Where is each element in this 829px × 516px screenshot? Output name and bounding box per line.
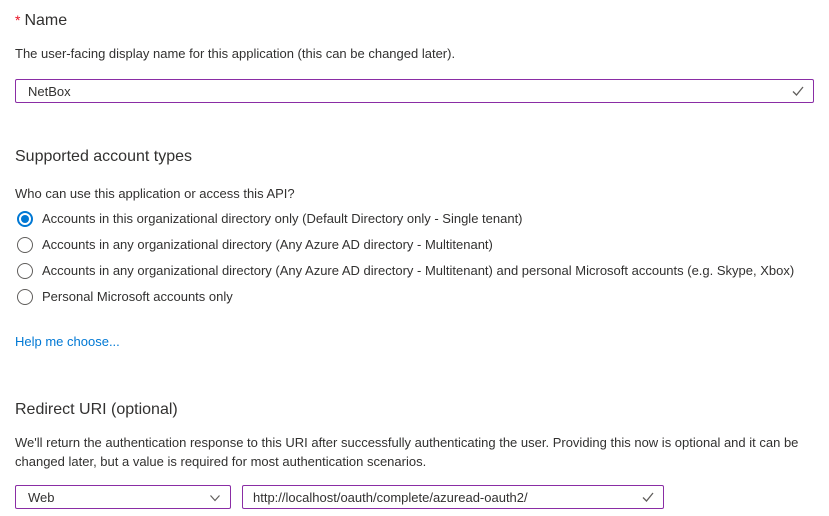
name-input[interactable] — [15, 79, 814, 103]
account-types-title: Supported account types — [15, 148, 193, 165]
radio-option-label: Accounts in any organizational directory (Any Azure AD directory - Multitenant) and personal Microsoft accounts (e.g. Skype, Xbox) — [42, 263, 795, 278]
radio-option-label: Accounts in any organizational directory (Any Azure AD directory - Multitenant) — [42, 237, 493, 252]
account-types-section — [15, 147, 814, 351]
radio-option-label: Personal Microsoft accounts only — [42, 289, 233, 304]
name-title-text: Name — [24, 12, 68, 29]
redirect-uri-title: Redirect URI (optional) — [15, 401, 178, 418]
platform-selected-value: Web — [28, 489, 55, 505]
name-field-container — [15, 79, 814, 103]
radio-option-personal-only[interactable] — [15, 284, 814, 310]
help-me-choose-link[interactable]: Help me choose... — [15, 334, 120, 349]
account-types-radio-group — [15, 206, 814, 310]
name-description: The user-facing display name for this application (this can be changed later). — [15, 46, 456, 61]
redirect-uri-field-container — [242, 485, 664, 509]
name-section — [15, 10, 814, 103]
platform-select-dropdown[interactable] — [15, 485, 231, 509]
redirect-uri-description: We'll return the authentication response to this URI after successfully authenticating the user. Providing this now is optional and it can be changed later, but a value is required for most authentication scenarios. — [15, 435, 799, 469]
redirect-uri-controls — [15, 485, 814, 509]
redirect-uri-section — [15, 400, 814, 509]
chevron-down-icon — [209, 492, 221, 504]
radio-option-multitenant[interactable] — [15, 232, 814, 258]
radio-unselected-icon[interactable] — [17, 237, 33, 253]
name-section-title — [15, 10, 814, 31]
radio-selected-icon[interactable] — [17, 211, 33, 227]
radio-option-single-tenant[interactable] — [15, 206, 814, 232]
radio-unselected-icon[interactable] — [17, 263, 33, 279]
account-types-question: Who can use this application or access this API? — [15, 186, 295, 201]
required-asterisk: * — [15, 12, 21, 28]
radio-option-multitenant-personal[interactable] — [15, 258, 814, 284]
radio-option-label: Accounts in this organizational directory only (Default Directory only - Single tenant) — [42, 211, 523, 226]
radio-unselected-icon[interactable] — [17, 289, 33, 305]
redirect-uri-input[interactable] — [242, 485, 664, 509]
